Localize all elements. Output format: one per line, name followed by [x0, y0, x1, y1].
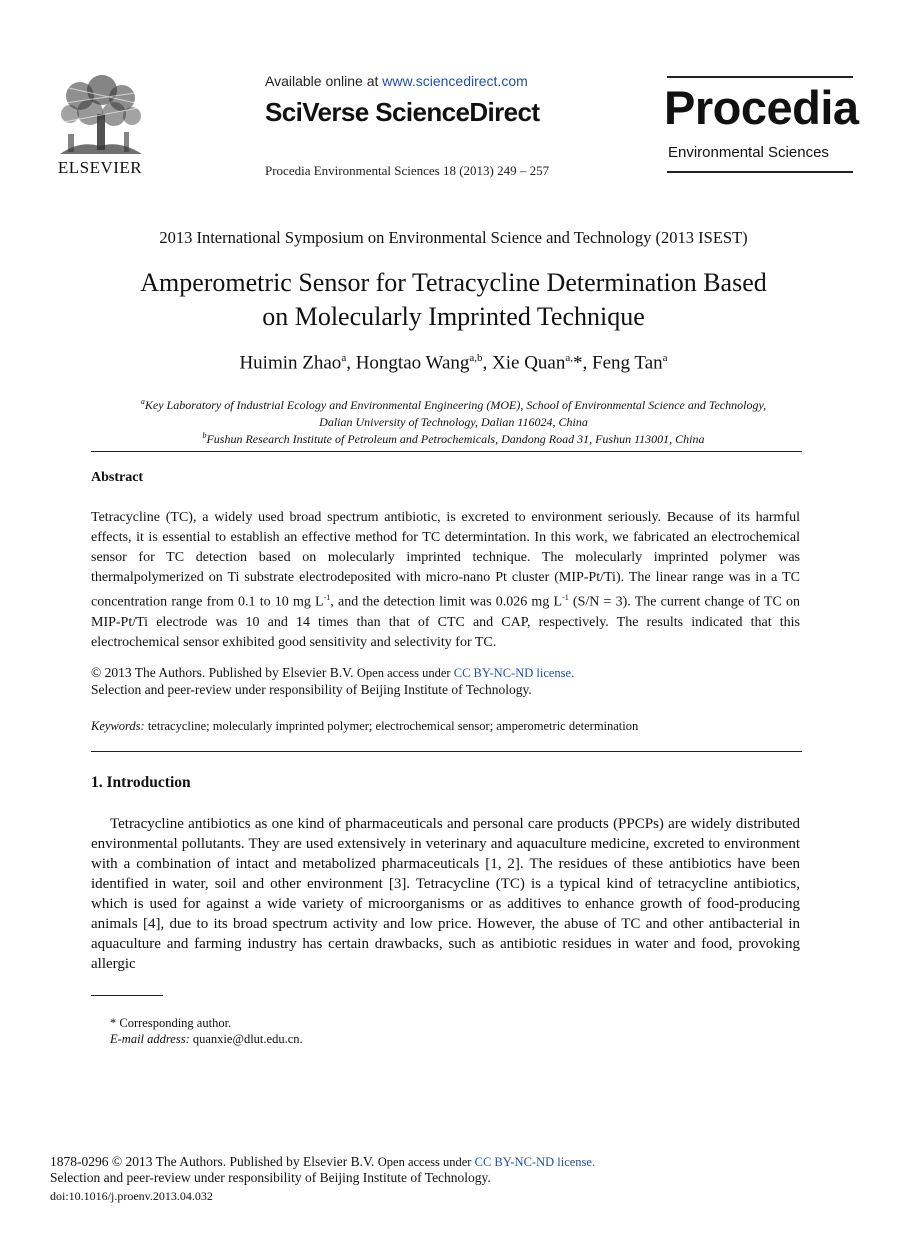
title-line-2: on Molecularly Imprinted Technique — [262, 302, 645, 331]
unit-exponent: -1 — [562, 593, 569, 602]
author-list — [0, 352, 907, 374]
copyright-text: © 2013 The Authors. Published by Elsevier B.V. — [91, 665, 357, 680]
author-separator: *, — [573, 352, 593, 374]
email-note — [110, 1031, 303, 1047]
author-name: Huimin Zhao — [239, 352, 342, 374]
open-access-text: Open access under — [356, 666, 454, 680]
journal-reference: Procedia Environmental Sciences 18 (2013) 249 – 257 — [265, 163, 550, 178]
introduction-text: Tetracycline antibiotics as one kind of pharmaceuticals and personal care products (PPCPs) are widely distributed environmental pollutants. They are used extensively in veterinary and aquaculture medicine, excreted to environment with a combination of intact and metabolized pharmaceuticals [1, 2]. The residues of these antibiotics have been identified in water, soil and other environment [3]. Tetracycline (TC) is a typical kind of tetracycline antibiotics, which is used for against a wide variety of microorganisms or as additives to enhance growth of food-producing animals [4], due to its broad spectrum activity and low price. However, the abuse of TC and other antibacterial in aquaculture and farming industry has certain drawbacks, such as antibiotic residues in water and food, provoking allergic — [91, 816, 800, 972]
platform-name: SciVerse ScienceDirect — [265, 97, 540, 127]
availability-prefix: Available online at — [265, 73, 383, 89]
divider — [91, 451, 802, 452]
symposium-name: 2013 International Symposium on Environmental Science and Technology (2013 ISEST) — [159, 228, 748, 247]
journal-name: Procedia — [664, 81, 859, 134]
affiliation-mark: a — [140, 397, 145, 406]
author-affiliation-mark: a,b — [469, 352, 483, 364]
author-name: Xie Quan — [492, 352, 566, 374]
author-separator: , — [482, 352, 493, 374]
footer-copyright — [50, 1154, 595, 1170]
corresponding-author-note: * Corresponding author. — [110, 1016, 232, 1030]
abstract-text-part: (S/N = 3). The current change of TC on MIP-Pt/Ti electrode was 10 and 14 times than that of CTC and CAP, respectively. The results indicated that this electrochemical sensor exhibited good sensitivity and selectivity for TC. — [91, 594, 800, 650]
author-name: Feng Tan — [592, 352, 663, 374]
introduction-heading: 1. Introduction — [91, 774, 191, 791]
peer-review-line: Selection and peer-review under responsibility of Beijing Institute of Technology. — [91, 682, 532, 697]
affiliation-mark: b — [202, 431, 207, 440]
journal-bottom-rule — [667, 171, 853, 173]
abstract-heading: Abstract — [91, 470, 144, 485]
affiliation-a-line-1: Key Laboratory of Industrial Ecology and Environmental Engineering (MOE), School of Environmental Science and Technology, — [144, 398, 767, 412]
unit-exponent: -1 — [323, 593, 331, 602]
author-affiliation-mark: a — [662, 352, 668, 364]
abstract-text-part: Tetracycline (TC), a widely used broad spectrum antibiotic, is excreted to environment seriously. Because of its harmful effects, it is essential to establish an effective method for TC determintation. In this work, we fabricated an electrochemical sensor for TC detection based on molecularly imprinted technique. The molecularly imprinted polymer was thermalpolymerized on Ti substrate electrodeposited with micro-nano Pt cluster (MIP-Pt/Ti). The linear range was in a TC concentration range from 0.1 to 10 mg L — [91, 510, 800, 610]
email-address[interactable]: quanxie@dlut.edu.cn. — [189, 1032, 303, 1046]
affiliation-b — [0, 427, 907, 448]
affiliation-a — [0, 393, 907, 431]
keywords-line — [91, 719, 638, 734]
affiliation-a-line-2: Dalian University of Technology, Dalian 116024, China — [319, 415, 588, 429]
footer-issn: 1878-0296 © 2013 The Authors. Published by Elsevier B.V. — [50, 1154, 378, 1169]
license-link[interactable]: CC BY-NC-ND license. — [453, 666, 575, 680]
publisher-wordmark: ELSEVIER — [57, 158, 143, 177]
footer-license-link[interactable]: CC BY-NC-ND license. — [474, 1155, 596, 1169]
email-label: E-mail address: — [110, 1032, 190, 1046]
paper-title — [0, 266, 907, 334]
availability-line — [265, 73, 528, 89]
author-affiliation-mark: a, — [565, 352, 574, 364]
footer-doi[interactable]: doi:10.1016/j.proenv.2013.04.032 — [50, 1189, 213, 1203]
title-line-1: Amperometric Sensor for Tetracycline Determination Based — [140, 268, 767, 297]
sciencedirect-link[interactable]: www.sciencedirect.com — [382, 73, 528, 89]
author-separator: , — [346, 352, 356, 374]
abstract-text — [91, 508, 800, 653]
footer-peer-review: Selection and peer-review under responsibility of Beijing Institute of Technology. — [50, 1170, 491, 1185]
author-affiliation-mark: a — [341, 352, 347, 364]
elsevier-tree-icon — [50, 74, 150, 158]
elsevier-logo — [50, 74, 150, 178]
affiliation-b-text: Fushun Research Institute of Petroleum and Petrochemicals, Dandong Road 31, Fushun 113001, China — [206, 432, 705, 446]
divider — [91, 751, 802, 752]
footnote-rule — [91, 995, 163, 996]
journal-subtitle: Environmental Sciences — [668, 144, 829, 161]
author-name: Hongtao Wang — [355, 352, 470, 374]
copyright-line — [91, 664, 574, 682]
journal-top-rule — [667, 76, 853, 78]
keywords-list: tetracycline; molecularly imprinted polymer; electrochemical sensor; amperometric determination — [144, 719, 639, 733]
footer-open-access: Open access under — [377, 1155, 475, 1169]
keywords-label: Keywords: — [91, 719, 145, 733]
abstract-text-part: , and the detection limit was 0.026 mg L — [330, 594, 563, 610]
